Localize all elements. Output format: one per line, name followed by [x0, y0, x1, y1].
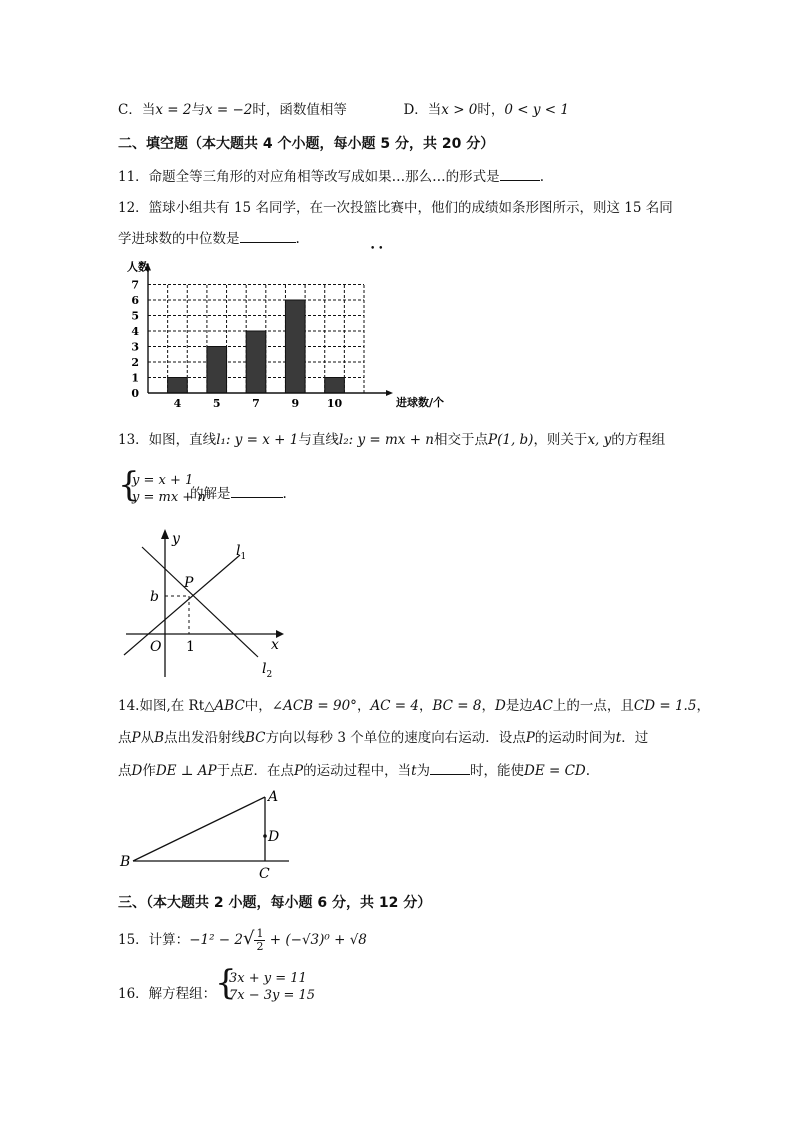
question-16: 16．解方程组： { 3x + y = 11 7x − 3y = 15: [118, 963, 316, 1003]
question-13-line-1: 13．如图，直线l₁: y = x + 1与直线l₂: y = mx + n相交于点P(1, b)，则关于x, y的方程组: [118, 432, 666, 448]
question-12-line-2: 学进球数的中位数是 .: [118, 228, 300, 249]
label-b: b: [150, 589, 159, 605]
label-x: x: [271, 637, 279, 653]
y-tick-label: 2: [131, 356, 139, 369]
label-l2: $l_2$: [262, 661, 273, 680]
x-axis-title: 进球数/个: [396, 396, 444, 409]
x-tick-label: 5: [212, 397, 221, 410]
point-D: [263, 834, 267, 838]
sqrt-sign: √: [242, 928, 255, 949]
system-eq-2: y = mx + n: [132, 490, 206, 505]
section-3-heading: 三、（本大题共 2 小题，每小题 6 分，共 12 分）: [118, 895, 432, 911]
system-eq-1: y = x + 1: [132, 473, 194, 488]
label-one: 1: [186, 639, 195, 655]
q10-option-d: D．当x > 0时，0 < y < 1: [403, 102, 569, 118]
label-l1: $l_1$: [236, 543, 247, 562]
q10-option-c: C．当x = 2与x = −2时，函数值相等: [118, 102, 347, 118]
bar-chart: [124, 250, 444, 416]
side-AB: [133, 797, 265, 861]
y-tick-label: 7: [131, 278, 139, 292]
bar: [285, 300, 305, 393]
label-P: P: [184, 575, 194, 591]
question-14-line-2: 点P从B点出发沿射线BC方向以每秒 3 个单位的速度向右运动．设点P的运动时间为t．过: [118, 730, 649, 746]
question-14-line-3: 点D作DE ⊥ AP于点E．在点P的运动过程中，当t为 时，能使DE = CD.: [118, 760, 590, 781]
y-axis-title: 人数: [127, 260, 149, 274]
q10-options: [118, 100, 569, 120]
bar: [325, 378, 345, 394]
x-axis-arrow: [386, 390, 393, 396]
answer-blank-14[interactable]: [430, 760, 470, 775]
x-tick-label: 7: [252, 397, 260, 410]
question-14-line-1: 14.如图,在 Rt△ABC中，∠ACB = 90°，AC = 4，BC = 8，D是边AC上的一点，且CD = 1.5，: [118, 698, 710, 714]
x-tick-label: 9: [291, 397, 300, 410]
bar: [207, 347, 227, 394]
q14-triangle: [115, 785, 315, 885]
y-tick-label: 4: [131, 325, 139, 338]
label-B: B: [120, 854, 131, 870]
answer-blank-11[interactable]: [500, 166, 540, 181]
section-2-heading: 二、填空题（本大题共 4 个小题，每小题 5 分，共 20 分）: [118, 136, 495, 152]
y-tick-label: 1: [131, 371, 139, 385]
label-C: C: [259, 866, 270, 882]
system16-eq-1: 3x + y = 11: [229, 971, 307, 986]
y-tick-label: 3: [131, 340, 139, 354]
system-brace: {: [118, 465, 140, 505]
label-origin: O: [150, 639, 162, 655]
label-y: y: [172, 531, 180, 547]
x-tick-label: 4: [173, 397, 182, 410]
y-tick-label: 0: [131, 387, 139, 400]
y-axis-arrow: [161, 529, 169, 539]
bar: [246, 331, 266, 393]
question-15: 15．计算：−1² − 2√ $\frac{1}{2}$ + (−√3)⁰ + √8: [118, 927, 367, 953]
label-D: D: [268, 829, 280, 845]
bar: [168, 378, 188, 394]
question-13-system: { y = x + 1 y = mx + n 的解是 .: [118, 465, 287, 505]
x-tick-label: 10: [326, 397, 343, 410]
system-brace-16: {: [215, 963, 237, 1003]
scan-dots: • •: [370, 244, 384, 254]
q13-graph: [118, 525, 293, 685]
system16-eq-2: 7x − 3y = 15: [229, 988, 316, 1003]
question-12-line-1: 12．篮球小组共有 15 名同学，在一次投篮比赛中，他们的成绩如条形图所示，则这 15 名同: [118, 200, 673, 216]
label-A: A: [268, 789, 279, 805]
line-l1: [124, 555, 240, 655]
answer-blank-12[interactable]: [240, 228, 296, 243]
answer-blank-13[interactable]: [231, 483, 283, 498]
y-tick-label: 6: [131, 294, 139, 307]
y-tick-label: 5: [131, 309, 139, 323]
fraction-half: $\frac{1}{2}$: [256, 927, 264, 953]
question-11: 11．命题全等三角形的对应角相等改写成如果…那么…的形式是 .: [118, 166, 544, 187]
